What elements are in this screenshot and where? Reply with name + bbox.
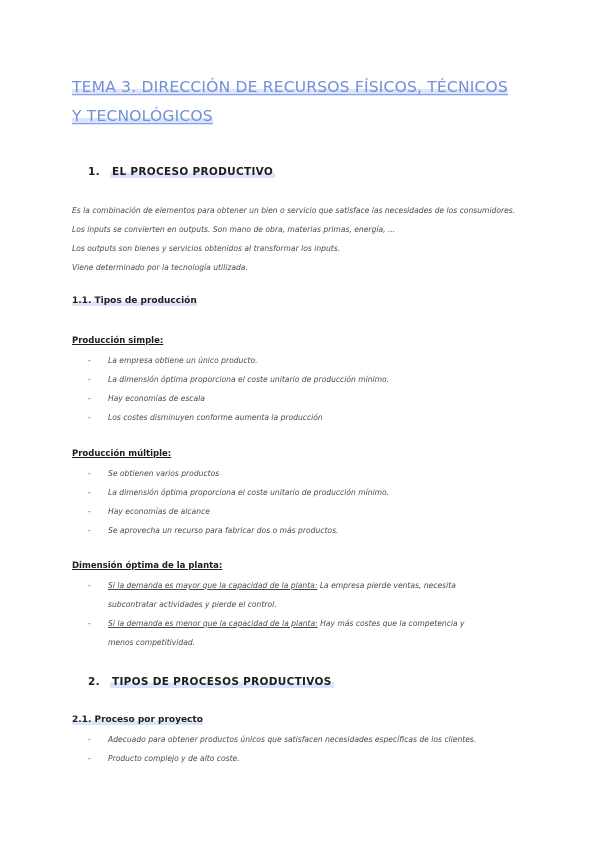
list-item: - Si la demanda es mayor que la capacidad de la planta: La empresa pierde ventas, necesita subcontratar actividades y pierde el control. xyxy=(88,581,456,609)
section-2-title: TIPOS DE PROCESOS PRODUCTIVOS xyxy=(112,676,332,688)
paragraph-2: Los inputs se convierten en outputs. Son mano de obra, materias primas, energía, ... xyxy=(72,225,396,234)
title-line-2: Y TECNOLÓGICOS xyxy=(72,107,213,125)
list-item: - Si la demanda es menor que la capacidad de la planta: Hay más costes que la competencia y menos competitividad. xyxy=(88,619,465,647)
section-2-number: 2. xyxy=(88,676,100,688)
subsection-2-1-heading xyxy=(72,715,203,725)
multiple-production-list xyxy=(88,464,488,540)
title-line-1: TEMA 3. DIRECCIÓN DE RECURSOS FÍSICOS, TÉCNICOS xyxy=(72,78,508,96)
list-item: - La dimensión óptima proporciona el coste unitario de producción mínimo. xyxy=(88,375,390,384)
subsection-1-1-title: 1.1. Tipos de producción xyxy=(72,296,197,306)
paragraph-3: Los outputs son bienes y servicios obtenidos al transformar los inputs. xyxy=(72,244,341,253)
simple-production-list xyxy=(88,351,488,427)
optimal-dimension-list xyxy=(88,576,488,652)
multiple-production-label: Producción múltiple: xyxy=(72,449,172,459)
list-item: - Los costes disminuyen conforme aumenta la producción xyxy=(88,413,323,422)
list-item: - Se aprovecha un recurso para fabricar dos o más productos. xyxy=(88,526,339,535)
project-process-list xyxy=(88,730,528,768)
list-item: - Adecuado para obtener productos únicos que satisfacen necesidades específicas de los clientes. xyxy=(88,735,477,744)
subsection-1-1-heading xyxy=(72,296,197,306)
paragraph-4: Viene determinado por la tecnología utilizada. xyxy=(72,263,248,272)
simple-production-label: Producción simple: xyxy=(72,336,164,346)
optimal-dimension-label: Dimensión óptima de la planta: xyxy=(72,561,223,571)
list-item: - La empresa obtiene un único producto. xyxy=(88,356,258,365)
section-1-heading xyxy=(88,166,275,178)
list-item: - Producto complejo y de alto coste. xyxy=(88,754,240,763)
list-item: - Se obtienen varios productos xyxy=(88,469,220,478)
list-item: - Hay economías de escala xyxy=(88,394,205,403)
paragraph-1: Es la combinación de elementos para obtener un bien o servicio que satisface las necesidades de los consumidores. xyxy=(72,206,516,215)
section-1-number: 1. xyxy=(88,166,100,178)
section-2-heading xyxy=(88,676,334,688)
list-item: - Hay economías de alcance xyxy=(88,507,210,516)
list-item: - La dimensión óptima proporciona el coste unitario de producción mínimo. xyxy=(88,488,390,497)
document-title xyxy=(72,73,542,131)
subsection-2-1-title: 2.1. Proceso por proyecto xyxy=(72,715,203,725)
section-1-title: EL PROCESO PRODUCTIVO xyxy=(112,166,274,178)
